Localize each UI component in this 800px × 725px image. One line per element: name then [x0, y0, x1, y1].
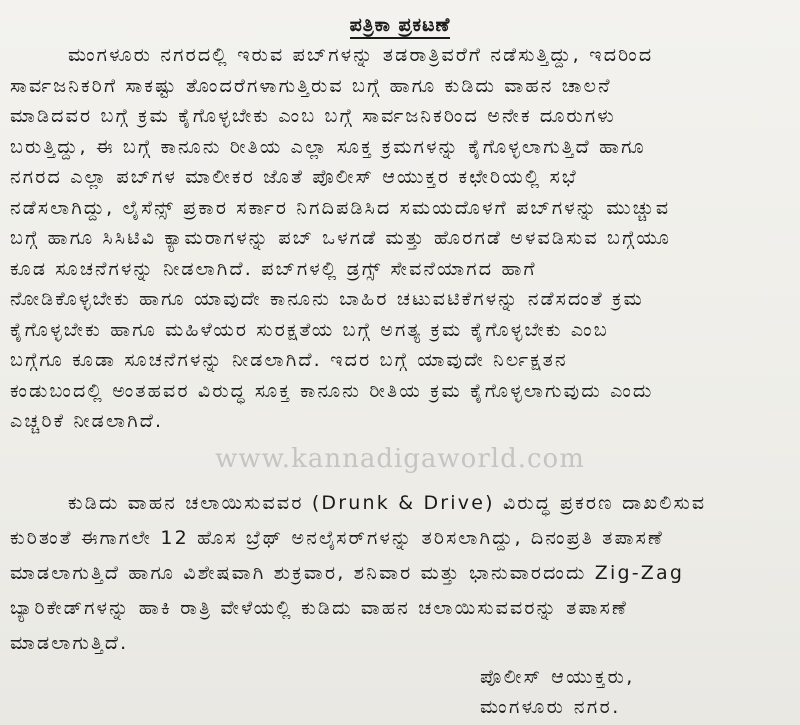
paragraph-line: ಬ್ಯಾರಿಕೇಡ್‌ಗಳನ್ನು ಹಾಕಿ ರಾತ್ರಿ ವೇಳೆಯಲ್ಲಿ ಕುಡಿದು ವಾಹನ ಚಲಾಯಿಸುವವರನ್ನು ತಪಾಸಣೆ	[10, 597, 628, 619]
signature-title: ಪೊಲೀಸ್ ಆಯುಕ್ತರು,	[480, 666, 635, 688]
paragraph-line: ಮಾಡಲಾಗುತ್ತಿದೆ.	[10, 632, 129, 654]
paragraph-line: ಮಂಗಳೂರು ನಗರದಲ್ಲಿ ಇರುವ ಪಬ್‌ಗಳನ್ನು ತಡರಾತ್ರಿವರೆಗೆ ನಡೆಸುತ್ತಿದ್ದು, ಇದರಿಂದ	[68, 44, 654, 66]
paragraph-line: ಕೂಡ ಸೂಚನೆಗಳನ್ನು ನೀಡಲಾಗಿದೆ. ಪಬ್‌ಗಳಲ್ಲಿ ಡ್ರಗ್ಸ್ ಸೇವನೆಯಾಗದ ಹಾಗೆ	[10, 257, 537, 280]
paragraph-line: ಬಗ್ಗೆ ಹಾಗೂ ಸಿಸಿಟಿವಿ ಕ್ಯಾಮರಾಗಳನ್ನು ಪಬ್ ಒಳಗಡೆ ಮತ್ತು ಹೊರಗಡೆ ಅಳವಡಿಸುವ ಬಗ್ಗೆಯೂ	[10, 227, 672, 249]
paragraph-line: ಎಚ್ಚರಿಕೆ ನೀಡಲಾಗಿದೆ.	[10, 410, 164, 432]
paragraph-line: ನಗರದ ಎಲ್ಲಾ ಪಬ್‌ಗಳ ಮಾಲೀಕರ ಜೊತೆ ಪೊಲೀಸ್ ಆಯುಕ್ತರ ಕಛೇರಿಯಲ್ಲಿ ಸಭೆ	[10, 166, 578, 188]
signature-block	[480, 662, 635, 722]
paragraph-line: ನೋಡಿಕೊಳ್ಳಬೇಕು ಹಾಗೂ ಯಾವುದೇ ಕಾನೂನು ಬಾಹಿರ ಚಟುವಟಿಕೆಗಳನ್ನು ನಡೆಸದಂತೆ ಕ್ರಮ	[10, 288, 644, 310]
paragraph-line: ಸಾರ್ವಜನಿಕರಿಗೆ ಸಾಕಷ್ಟು ತೊಂದರೆಗಳಾಗುತ್ತಿರುವ ಬಗ್ಗೆ ಹಾಗೂ ಕುಡಿದು ವಾಹನ ಚಾಲನೆ	[10, 74, 612, 97]
paragraph-line: ಕಂಡುಬಂದಲ್ಲಿ ಅಂತಹವರ ವಿರುದ್ಧ ಸೂಕ್ತ ಕಾನೂನು ರೀತಿಯ ಕ್ರಮ ಕೈಗೊಳ್ಳಲಾಗುವುದು ಎಂದು	[10, 379, 654, 402]
paragraph-line: ಬಗ್ಗೆಗೂ ಕೂಡಾ ಸೂಚನೆಗಳನ್ನು ನೀಡಲಾಗಿದೆ. ಇದರ ಬಗ್ಗೆ ಯಾವುದೇ ನಿರ್ಲಕ್ಷತನ	[10, 349, 568, 371]
paragraph-line: ಕುಡಿದು ವಾಹನ ಚಲಾಯಿಸುವವರ (Drunk & Drive) ವಿರುದ್ಧ ಪ್ರಕರಣ ದಾಖಲಿಸುವ	[68, 492, 707, 514]
paragraph-1	[10, 40, 790, 437]
paragraph-line: ಕುರಿತಂತೆ ಈಗಾಗಲೇ 12 ಹೊಸ ಬ್ರೆಥ್ ಅನಲೈಸರ್‌ಗಳನ್ನು ತರಿಸಲಾಗಿದ್ದು, ದಿನಂಪ್ರತಿ ತಪಾಸಣೆ	[10, 527, 664, 549]
paragraph-line: ಮಾಡಲಾಗುತ್ತಿದೆ ಹಾಗೂ ವಿಶೇಷವಾಗಿ ಶುಕ್ರವಾರ, ಶನಿವಾರ ಮತ್ತು ಭಾನುವಾರದಂದು Zig-Zag	[10, 562, 685, 584]
document-title: ಪತ್ರಿಕಾ ಪ್ರಕಟಣೆ	[0, 14, 800, 36]
paragraph-line: ಕೈಗೊಳ್ಳಬೇಕು ಹಾಗೂ ಮಹಿಳೆಯರ ಸುರಕ್ಷತೆಯ ಬಗ್ಗೆ ಅಗತ್ಯ ಕ್ರಮ ಕೈಗೊಳ್ಳಬೇಕು ಎಂಬ	[10, 318, 609, 341]
watermark: www.kannadigaworld.com	[215, 444, 585, 474]
signature-city: ಮಂಗಳೂರು ನಗರ.	[480, 696, 621, 718]
paragraph-2	[10, 486, 790, 661]
paragraph-line: ನಡೆಸಲಾಗಿದ್ದು, ಲೈಸೆನ್ಸ್ ಪ್ರಕಾರ ಸರ್ಕಾರ ನಿಗದಿಪಡಿಸಿದ ಸಮಯದೊಳಗೆ ಪಬ್‌ಗಳನ್ನು ಮುಚ್ಚುವ	[10, 196, 671, 219]
paragraph-line: ಮಾಡಿದವರ ಬಗ್ಗೆ ಕ್ರಮ ಕೈಗೊಳ್ಳಬೇಕು ಎಂಬ ಬಗ್ಗೆ ಸಾರ್ವಜನಿಕರಿಂದ ಅನೇಕ ದೂರುಗಳು	[10, 105, 616, 127]
paragraph-line: ಬರುತ್ತಿದ್ದು, ಈ ಬಗ್ಗೆ ಕಾನೂನು ರೀತಿಯ ಎಲ್ಲಾ ಸೂಕ್ತ ಕ್ರಮಗಳನ್ನು ಕೈಗೊಳ್ಳಲಾಗುತ್ತಿದೆ ಹಾಗೂ	[10, 135, 646, 158]
